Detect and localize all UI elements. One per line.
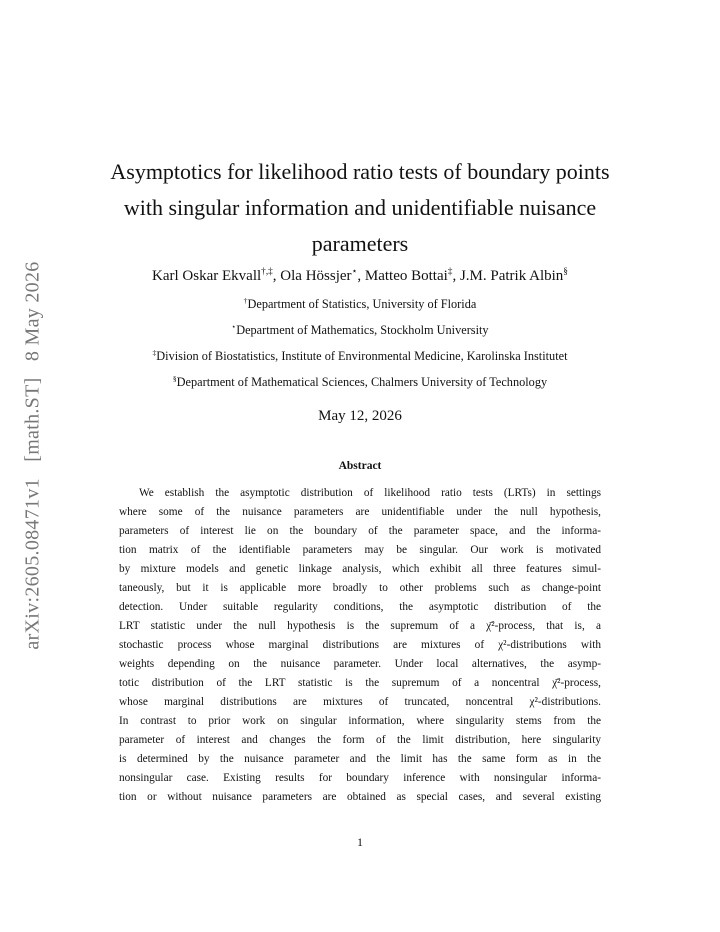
abstract-line: tion matrix of the identifiable parameters may be singular. Our work is motivated — [119, 544, 601, 556]
abstract-line: parameter of interest and changes the form of the limit distribution, here singularity — [119, 734, 601, 746]
paper-date: May 12, 2026 — [318, 408, 402, 424]
arxiv-date: 8 May 2026 — [21, 261, 44, 362]
affiliation: †Department of Statistics, University of Florida — [243, 295, 477, 311]
abstract-line: tion or without nuisance parameters are obtained as special cases, and several existing — [119, 791, 601, 803]
abstract-line: is determined by the nuisance parameter and the limit has the same form as in the — [119, 753, 601, 765]
affiliation: ⋆Department of Mathematics, Stockholm University — [231, 321, 489, 337]
author: Matteo Bottai‡, — [364, 267, 460, 284]
author: Karl Oskar Ekvall†,‡, — [152, 267, 281, 284]
author: Ola Hössjer⋆, — [280, 267, 365, 284]
paper-title: Asymptotics for likelihood ratio tests of boundary points with singular information and unidentifiable nuisance parameters — [110, 158, 610, 256]
abstract-line: LRT statistic under the null hypothesis is the supremum of a χ̄²-process, that is, a — [119, 620, 601, 632]
abstract-line: weights depending on the nuisance parameter. Under local alternatives, the asymp- — [119, 658, 601, 670]
abstract-line: parameters of interest lie on the boundary of the parameter space, and the informa- — [119, 525, 601, 537]
abstract-line: We establish the asymptotic distribution of likelihood ratio tests (LRTs) in settings — [139, 487, 601, 499]
abstract-body — [119, 484, 601, 807]
abstract-line: nonsingular case. Existing results for boundary inference with nonsingular informa- — [119, 772, 601, 784]
abstract-heading: Abstract — [338, 460, 382, 472]
arxiv-id: arXiv:2605.08471v1 — [21, 478, 44, 650]
page-number: 1 — [357, 835, 363, 849]
abstract-line: by mixture models and genetic linkage analysis, which exhibit all three features simul- — [119, 563, 601, 575]
affiliation: ‡Division of Biostatistics, Institute of Environmental Medicine, Karolinska Institutet — [152, 347, 568, 363]
abstract-line: stochastic process whose marginal distributions are mixtures of χ²-distributions with — [119, 639, 601, 651]
abstract-line: where some of the nuisance parameters are unidentifiable under the null hypothesis, — [119, 506, 601, 518]
affiliation: §Department of Mathematical Sciences, Chalmers University of Technology — [172, 373, 548, 389]
author-list — [0, 268, 720, 285]
abstract-line: totic distribution of the LRT statistic is the supremum of a noncentral χ̄²-process, — [119, 677, 601, 689]
author: J.M. Patrik Albin§ — [459, 267, 568, 284]
abstract-line: detection. Under suitable regularity conditions, the asymptotic distribution of the — [119, 601, 601, 613]
abstract-line: whose marginal distributions are mixtures of truncated, noncentral χ²-distributions. — [119, 696, 601, 708]
abstract-line: taneously, but it is applicable more broadly to other problems such as change-point — [119, 582, 601, 594]
arxiv-category: [math.ST] — [21, 377, 44, 462]
abstract-line: In contrast to prior work on singular information, where singularity stems from the — [119, 715, 601, 727]
